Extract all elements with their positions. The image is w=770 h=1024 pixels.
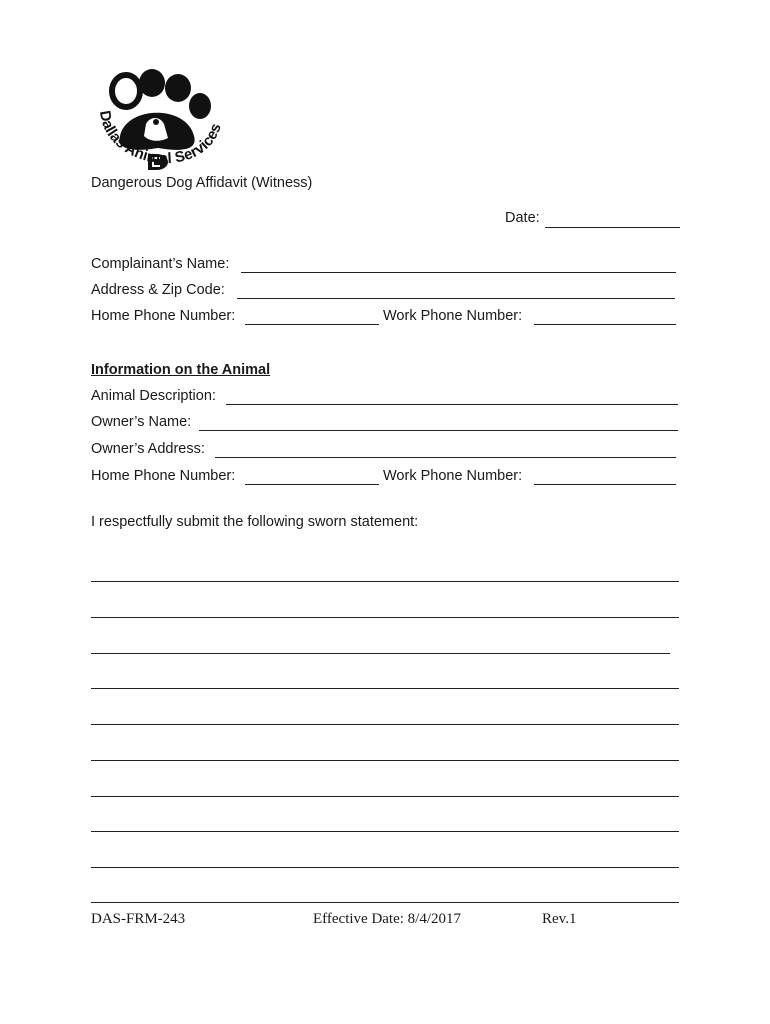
date-label: Date: bbox=[505, 210, 540, 226]
complainant-name-field[interactable] bbox=[241, 272, 676, 273]
animal-description-label: Animal Description: bbox=[91, 388, 216, 404]
statement-line[interactable] bbox=[91, 867, 679, 868]
address-field[interactable] bbox=[237, 298, 675, 299]
complainant-work-phone-label: Work Phone Number: bbox=[383, 308, 523, 324]
statement-line[interactable] bbox=[91, 653, 670, 654]
footer-revision: Rev.1 bbox=[542, 911, 577, 927]
complainant-home-phone-label: Home Phone Number: bbox=[91, 308, 236, 324]
form-title: Dangerous Dog Affidavit (Witness) bbox=[91, 175, 313, 191]
owner-home-phone-label: Home Phone Number: bbox=[91, 468, 236, 484]
statement-line[interactable] bbox=[91, 760, 679, 761]
owner-home-phone-field[interactable] bbox=[245, 484, 379, 485]
address-label: Address & Zip Code: bbox=[91, 282, 225, 298]
statement-line[interactable] bbox=[91, 581, 679, 582]
logo-text: Dallas Animal Services bbox=[95, 109, 225, 168]
owner-address-label: Owner’s Address: bbox=[91, 441, 205, 457]
animal-description-field[interactable] bbox=[226, 404, 678, 405]
statement-line[interactable] bbox=[91, 617, 679, 618]
footer-form-id: DAS-FRM-243 bbox=[91, 911, 186, 927]
statement-line[interactable] bbox=[91, 724, 679, 725]
complainant-work-phone-field[interactable] bbox=[534, 324, 676, 325]
statement-line[interactable] bbox=[91, 831, 679, 832]
owner-work-phone-field[interactable] bbox=[534, 484, 676, 485]
owner-work-phone-label: Work Phone Number: bbox=[383, 468, 523, 484]
statement-line[interactable] bbox=[91, 688, 679, 689]
dallas-animal-services-logo bbox=[90, 66, 230, 191]
footer-effective-date: Effective Date: 8/4/2017 bbox=[313, 911, 462, 927]
paw-print-icon bbox=[90, 66, 230, 191]
statement-line[interactable] bbox=[91, 796, 679, 797]
date-field[interactable] bbox=[545, 227, 680, 228]
statement-line[interactable] bbox=[91, 902, 679, 903]
owner-name-label: Owner’s Name: bbox=[91, 414, 192, 430]
statement-label: I respectfully submit the following sworn statement: bbox=[91, 514, 419, 530]
animal-section-title: Information on the Animal bbox=[91, 362, 271, 378]
complainant-name-label: Complainant’s Name: bbox=[91, 256, 230, 272]
complainant-home-phone-field[interactable] bbox=[245, 324, 379, 325]
owner-name-field[interactable] bbox=[199, 430, 678, 431]
owner-address-field[interactable] bbox=[215, 457, 676, 458]
